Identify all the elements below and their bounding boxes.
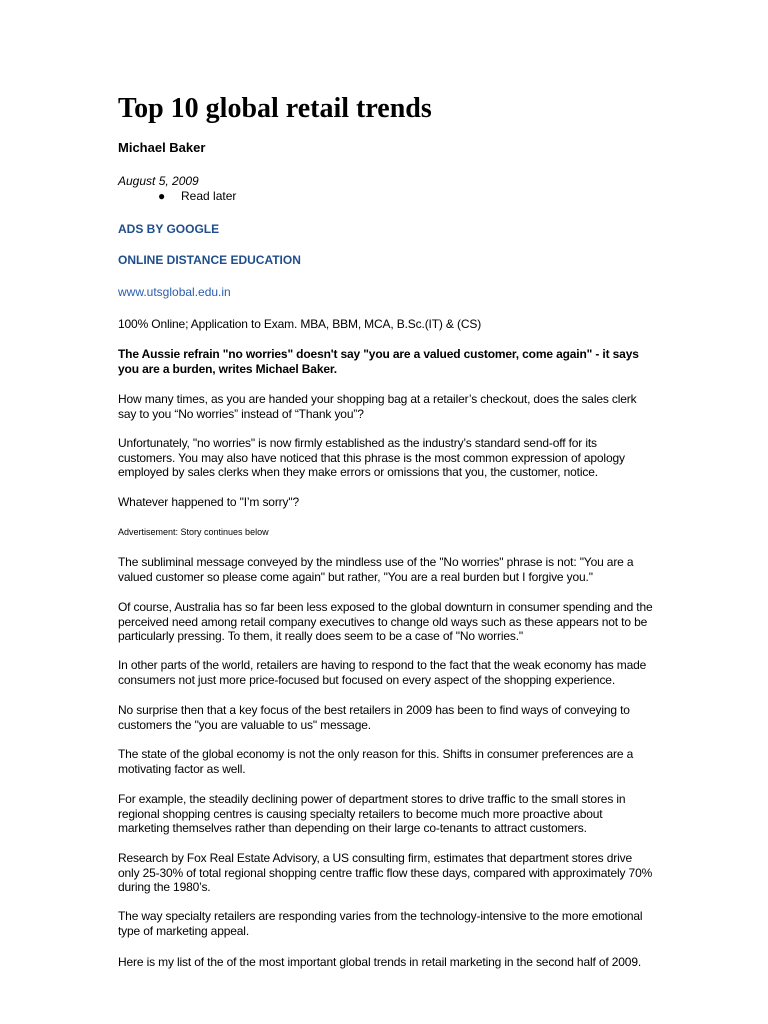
- paragraph-2: Unfortunately, "no worries" is now firmly established as the industry’s standard send-off for its customers. You may also have noticed that this phrase is the most common expression of apology employed by sales clerks when they make errors or omissions that you, the customer, notice.: [118, 436, 625, 480]
- ads-heading: ADS BY GOOGLE: [118, 222, 220, 236]
- paragraph-10: Research by Fox Real Estate Advisory, a US consulting firm, estimates that department stores drive only 25-30% of total regional shopping centre traffic flow these days, compared with approximately 70% during the 1980’s.: [118, 851, 653, 895]
- paragraph-8: The state of the global economy is not the only reason for this. Shifts in consumer preferences are a motivating factor as well.: [118, 747, 634, 776]
- paragraph-12: Here is my list of the of the most important global trends in retail marketing in the second half of 2009.: [118, 955, 642, 969]
- ad-url-link[interactable]: www.utsglobal.edu.in: [118, 285, 231, 299]
- paragraph-5: Of course, Australia has so far been less exposed to the global downturn in consumer spending and the perceived need among retail company executives to change old ways such as these appears not to be particularly pressing. To them, it really does seem to be a case of "No worries.": [118, 600, 653, 644]
- read-later-item[interactable]: [158, 189, 236, 204]
- paragraph-1: How many times, as you are handed your shopping bag at a retailer’s checkout, does the sales clerk say to you “No worries” instead of “Thank you”?: [118, 392, 637, 421]
- paragraph-9: For example, the steadily declining power of department stores to drive traffic to the small stores in regional shopping centres is causing specialty retailers to become much more proactive about marketing themselves rather than depending on their large co-tenants to attract customers.: [118, 792, 626, 836]
- bullet-icon: ●: [158, 189, 166, 203]
- ad-title-link[interactable]: ONLINE DISTANCE EDUCATION: [118, 253, 301, 267]
- ad-text: 100% Online; Application to Exam. MBA, BBM, MCA, B.Sc.(IT) & (CS): [118, 317, 482, 331]
- paragraph-11: The way specialty retailers are responding varies from the technology-intensive to the more emotional type of marketing appeal.: [118, 909, 643, 938]
- read-later-label: Read later: [181, 189, 237, 203]
- article-date: August 5, 2009: [118, 174, 199, 188]
- article-author: Michael Baker: [118, 140, 206, 155]
- paragraph-6: In other parts of the world, retailers are having to respond to the fact that the weak economy has made consumers not just more price-focused but focused on every aspect of the shopping experience.: [118, 658, 647, 687]
- advertisement-note: Advertisement: Story continues below: [118, 527, 269, 537]
- paragraph-7: No surprise then that a key focus of the best retailers in 2009 has been to find ways of conveying to customers the "you are valuable to us" message.: [118, 703, 630, 732]
- paragraph-3: Whatever happened to "I’m sorry"?: [118, 495, 299, 509]
- article-actions-list: [158, 189, 236, 204]
- paragraph-4: The subliminal message conveyed by the mindless use of the "No worries" phrase is not: "You are a valued customer so please come again" but rather, "You are a real burden but I forgive you.": [118, 555, 634, 584]
- article-title: Top 10 global retail trends: [118, 93, 432, 124]
- article-lead: The Aussie refrain "no worries" doesn't say "you are a valued customer, come again" - it says you are a burden, writes Michael Baker.: [118, 347, 639, 376]
